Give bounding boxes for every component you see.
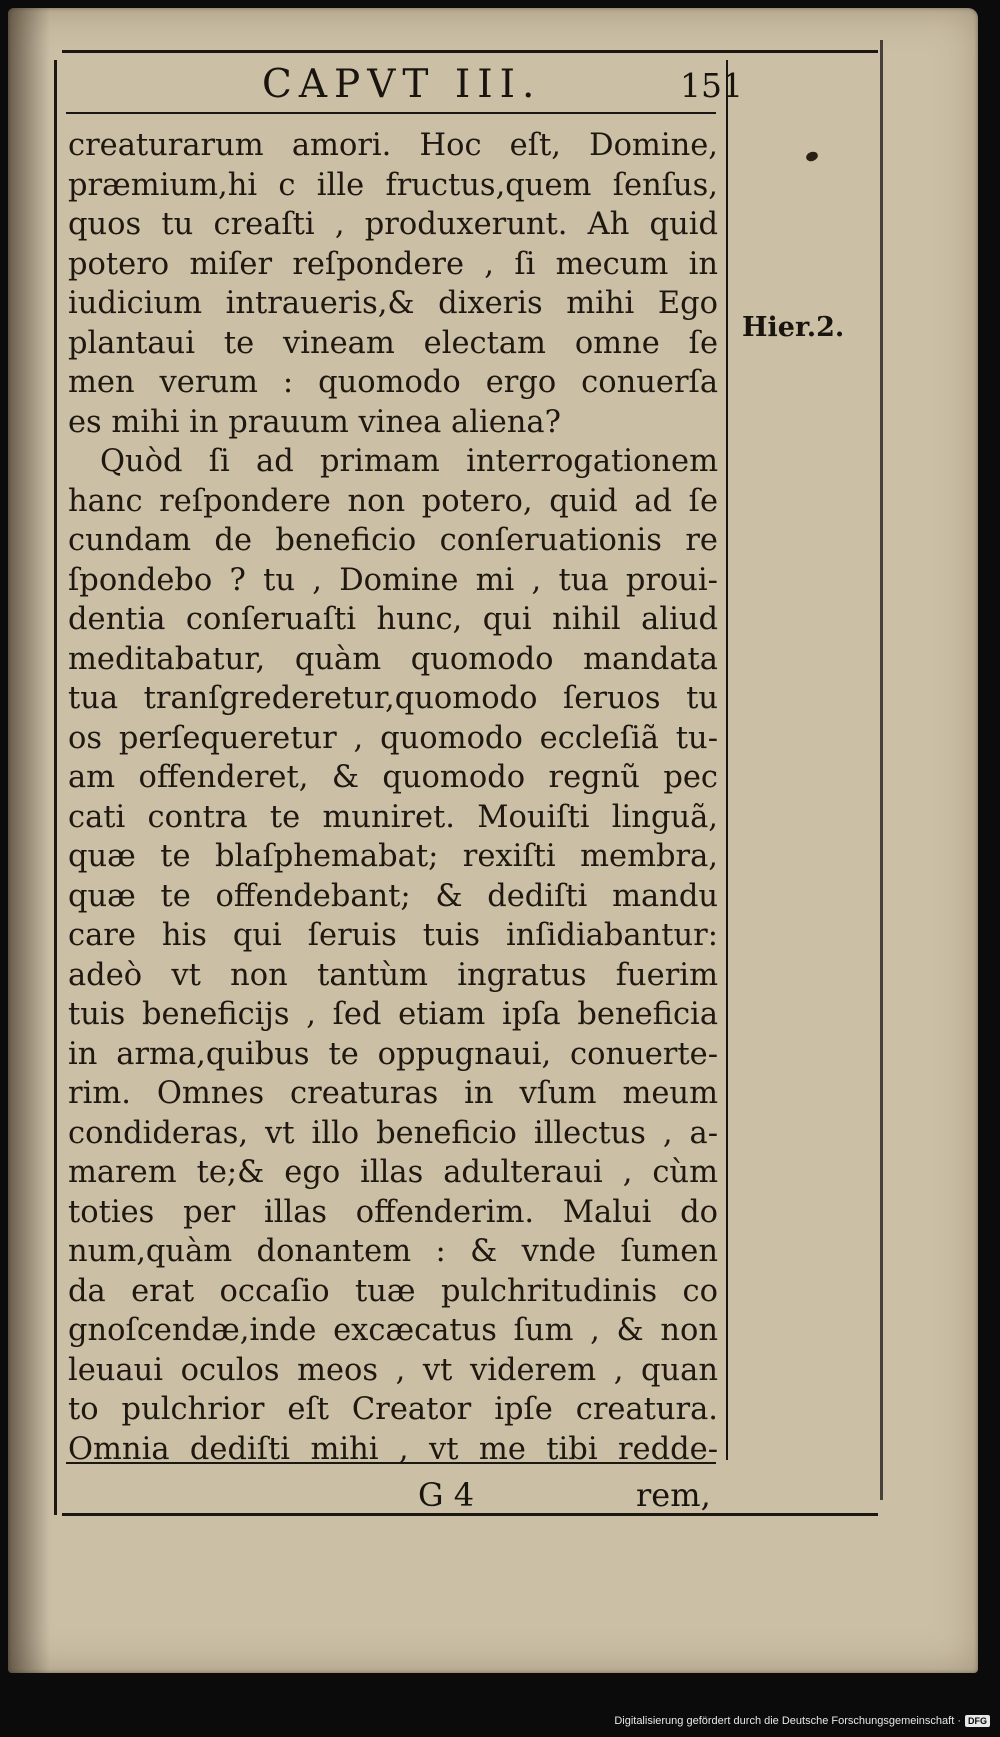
text-line: leuaui oculos meos , vt viderem , quan	[68, 1352, 718, 1388]
text-line: da erat occaſio tuæ pulchritudinis co	[68, 1273, 718, 1309]
text-line: creaturarum amori. Hoc eſt, Domine,	[68, 128, 718, 163]
text-line: num,quàm donantem : & vnde ſumen	[68, 1234, 718, 1269]
text-line: Quòd ſi ad primam interrogationem	[100, 444, 718, 479]
text-line: gnoſcendæ,inde excæcatus ſum , & non	[68, 1313, 718, 1348]
text-line: cati contra te muniret. Mouiſti linguã,	[68, 799, 718, 835]
text-line: plantaui te vineam electam omne ſe	[68, 325, 718, 361]
text-line: adeò vt non tantùm ingratus fuerim	[68, 957, 718, 993]
running-head: CAPVT III.	[262, 62, 542, 107]
left-border-rule	[54, 60, 57, 1515]
text-line: præmium,hi c ille fructus,quem ſenſus,	[68, 167, 718, 203]
text-line: to pulchrior eſt Creator ipſe creatura.	[68, 1392, 718, 1427]
text-line: iudicium intraueris,& dixeris mihi Ego	[68, 286, 718, 321]
body-text	[68, 126, 718, 1469]
right-border-rule	[880, 40, 883, 1500]
text-line: meditabatur, quàm quomodo mandata	[68, 641, 718, 677]
text-line: condideras, vt illo beneficio illectus , a-	[68, 1115, 718, 1151]
credit-text: Digitalisierung gefördert durch die Deutsche Forschungsgemeinschaft ·	[614, 1715, 961, 1727]
text-line: quæ te blaſphemabat; rexiſti membra,	[68, 839, 718, 874]
digitization-credit	[614, 1715, 990, 1727]
text-line: Omnia dediſti mihi , vt me tibi redde-	[68, 1431, 718, 1467]
text-line: es mihi in prauum vinea aliena?	[68, 404, 561, 440]
text-line: quos tu creaſti , produxerunt. Ah quid	[68, 207, 718, 242]
text-line: marem te;& ego illas adulteraui , cùm	[68, 1155, 718, 1190]
top-border-rule	[62, 50, 878, 53]
spine-shadow	[8, 8, 50, 1673]
text-line: dentia conſeruaſti hunc, qui nihil aliud	[68, 602, 718, 637]
text-line: in arma,quibus te oppugnaui, conuerte-	[68, 1036, 718, 1072]
dfg-logo: DFG	[965, 1715, 990, 1727]
signature-mark: G 4	[418, 1476, 475, 1514]
text-line: os perſequeretur , quomodo eccleſiã tu-	[68, 720, 718, 756]
text-line: hanc reſpondere non potero, quid ad ſe	[68, 483, 718, 519]
header-rule	[66, 112, 716, 114]
text-line: tua tranſgrederetur,quomodo ſeruos tu	[68, 681, 718, 716]
text-line: rim. Omnes creaturas in vſum meum	[68, 1076, 718, 1111]
text-line: quæ te offendebant; & dediſti mandu	[68, 878, 718, 914]
text-line: potero miſer reſpondere , ſi mecum in	[68, 246, 718, 282]
text-line: care his qui ſeruis tuis inſidiabantur:	[68, 918, 718, 953]
marginal-reference: Hier.2.	[742, 312, 845, 343]
text-line: tuis beneficijs , ſed etiam ipſa beneficia	[68, 997, 718, 1032]
page-number: 151	[680, 66, 743, 105]
text-line: men verum : quomodo ergo conuerſa	[68, 365, 718, 400]
text-line: toties per illas offenderim. Malui do	[68, 1194, 718, 1230]
text-line: cundam de beneficio conſeruationis re	[68, 523, 718, 558]
catchword: rem,	[636, 1476, 711, 1514]
text-line: am offenderet, & quomodo regnũ pec	[68, 760, 718, 795]
margin-divider-rule	[726, 60, 728, 1460]
text-line: ſpondebo ? tu , Domine mi , tua proui-	[68, 562, 718, 598]
